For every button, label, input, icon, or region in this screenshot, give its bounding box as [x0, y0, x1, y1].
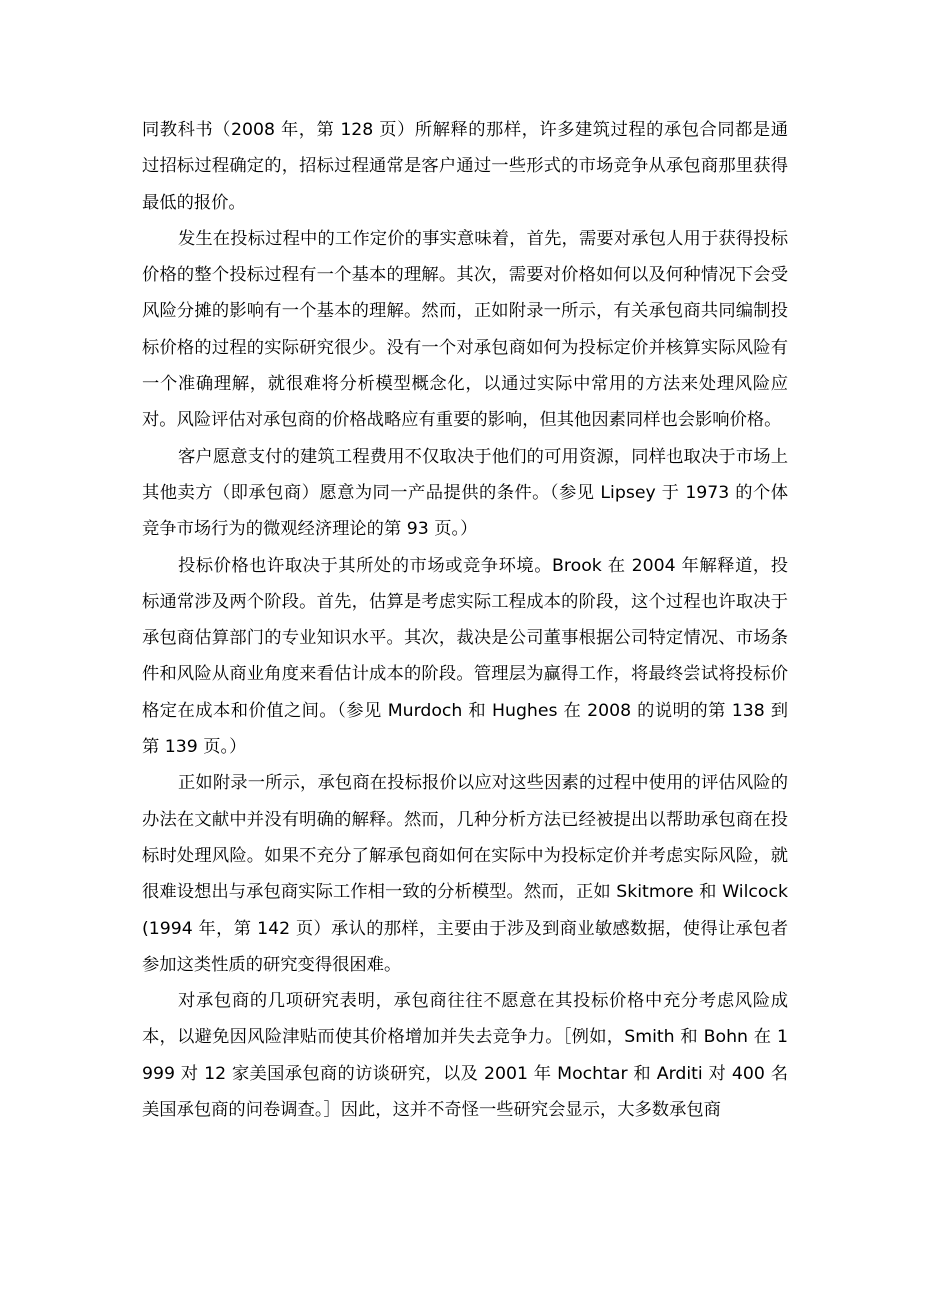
- paragraph-5: 正如附录一所示，承包商在投标报价以应对这些因素的过程中使用的评估风险的办法在文献中并没有明确的解释。然而，几种分析方法已经被提出以帮助承包商在投标时处理风险。如果不充分了解承包商如何在实际中为投标定价并考虑实际风险，就很难设想出与承包商实际工作相一致的分析模型。然而，正如 Skitmore 和 Wilcock(1994 年，第 142 页）承认的那样，主要由于涉及到商业敏感数据，使得让承包者参加这类性质的研究变得很困难。: [142, 773, 788, 975]
- paragraph-1: 同教科书（2008 年，第 128 页）所解释的那样，许多建筑过程的承包合同都是通过招标过程确定的，招标过程通常是客户通过一些形式的市场竞争从承包商那里获得最低的报价。: [142, 120, 788, 213]
- document-page: [142, 112, 788, 1128]
- paragraph-2: 发生在投标过程中的工作定价的事实意味着，首先，需要对承包人用于获得投标价格的整个投标过程有一个基本的理解。其次，需要对价格如何以及何种情况下会受风险分摊的影响有一个基本的理解。然而，正如附录一所示，有关承包商共同编制投标价格的过程的实际研究很少。没有一个对承包商如何为投标定价并核算实际风险有一个准确理解，就很难将分析模型概念化，以通过实际中常用的方法来处理风险应对。风险评估对承包商的价格战略应有重要的影响，但其他因素同样也会影响价格。: [142, 228, 788, 431]
- paragraph-4: 投标价格也许取决于其所处的市场或竞争环境。Brook 在 2004 年解释道，投标通常涉及两个阶段。首先，估算是考虑实际工程成本的阶段，这个过程也许取决于承包商估算部门的专业知识水平。其次，裁决是公司董事根据公司特定情况、市场条件和风险从商业角度来看估计成本的阶段。管理层为赢得工作，将最终尝试将投标价格定在成本和价值之间。（参见 Murdoch 和 Hughes 在 2008 的说明的第 138 到第 139 页。）: [142, 555, 788, 758]
- paragraph-3: 客户愿意支付的建筑工程费用不仅取决于他们的可用资源，同样也取决于市场上其他卖方（即承包商）愿意为同一产品提供的条件。（参见 Lipsey 于 1973 的个体竞争市场行为的微观经济理论的第 93 页。）: [142, 446, 788, 540]
- paragraph-6: 对承包商的几项研究表明，承包商往往不愿意在其投标价格中充分考虑风险成本，以避免因风险津贴而使其价格增加并失去竞争力。［例如，Smith 和 Bohn 在 1999 对 12 家美国承包商的访谈研究，以及 2001 年 Mochtar 和 Arditi 对 400 名美国承包商的问卷调查。］因此，这并不奇怪一些研究会显示，大多数承包商: [142, 991, 788, 1121]
